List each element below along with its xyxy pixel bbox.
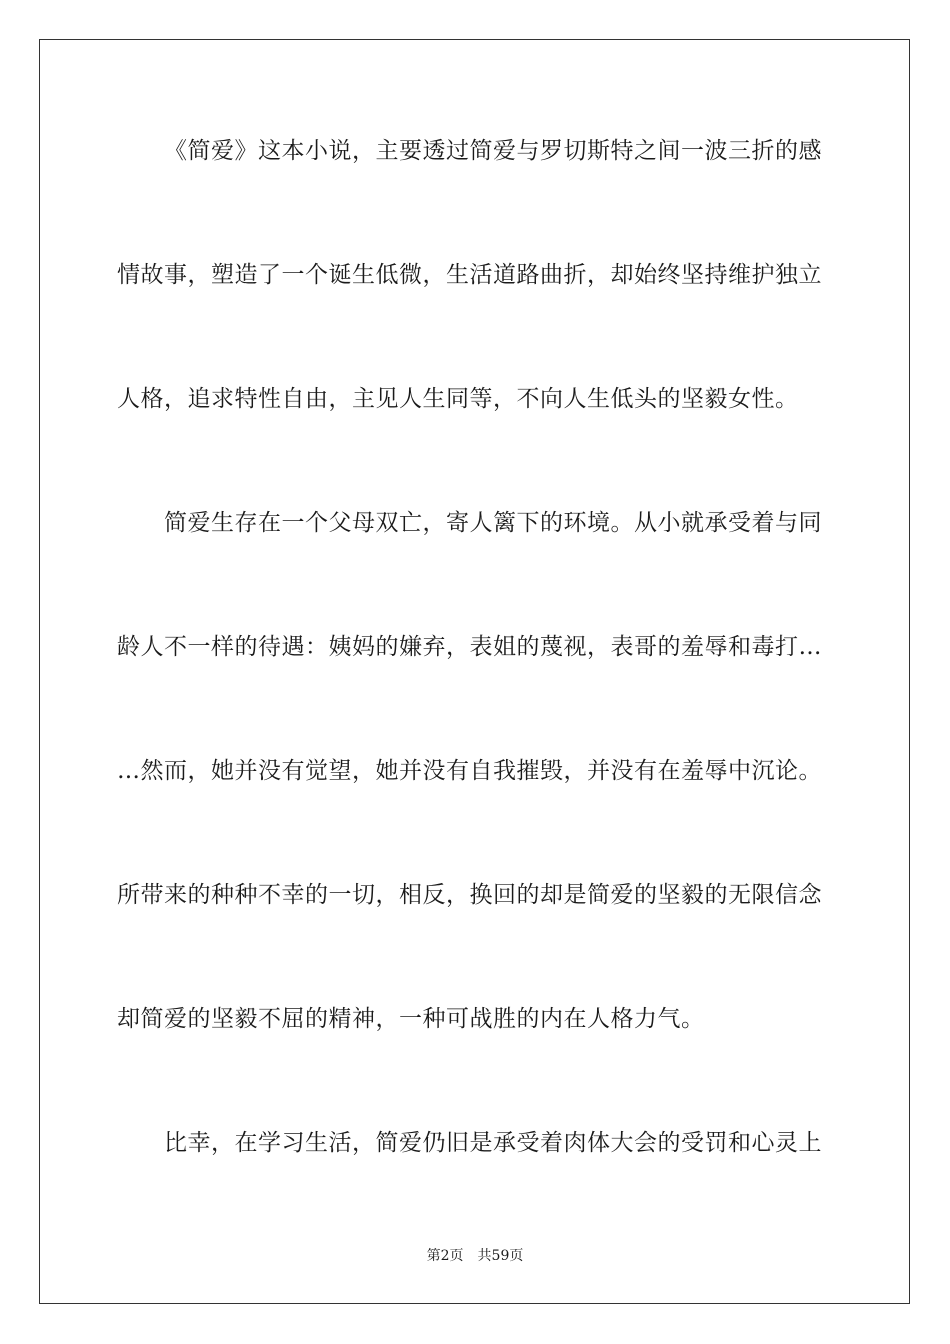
- page-number: 第2页: [426, 1248, 464, 1264]
- text-line: 简爱生存在一个父母双亡，寄人篱下的环境。从小就承受着与同: [164, 510, 822, 536]
- text-line: …然而，她并没有觉望，她并没有自我摧毁，并没有在羞辱中沉论。: [117, 758, 822, 784]
- page-border: [39, 39, 910, 1304]
- text-line: 却简爱的坚毅不屈的精神，一种可战胜的内在人格力气。: [117, 1006, 705, 1032]
- page-total: 共59页: [477, 1248, 524, 1264]
- text-line: 人格，追求特性自由，主见人生同等，不向人生低头的坚毅女性。: [117, 386, 799, 412]
- page-footer: [0, 1246, 950, 1266]
- text-line: 龄人不一样的待遇：姨妈的嫌弃，表姐的蔑视，表哥的羞辱和毒打…: [117, 634, 822, 660]
- text-line: 情故事，塑造了一个诞生低微，生活道路曲折，却始终坚持维护独立: [117, 262, 822, 288]
- text-line: 比幸，在学习生活，简爱仍旧是承受着肉体大会的受罚和心灵上: [164, 1130, 822, 1156]
- text-line: 所带来的种种不幸的一切，相反，换回的却是简爱的坚毅的无限信念: [117, 882, 822, 908]
- text-line: 《简爱》这本小说，主要透过简爱与罗切斯特之间一波三折的感: [164, 138, 822, 164]
